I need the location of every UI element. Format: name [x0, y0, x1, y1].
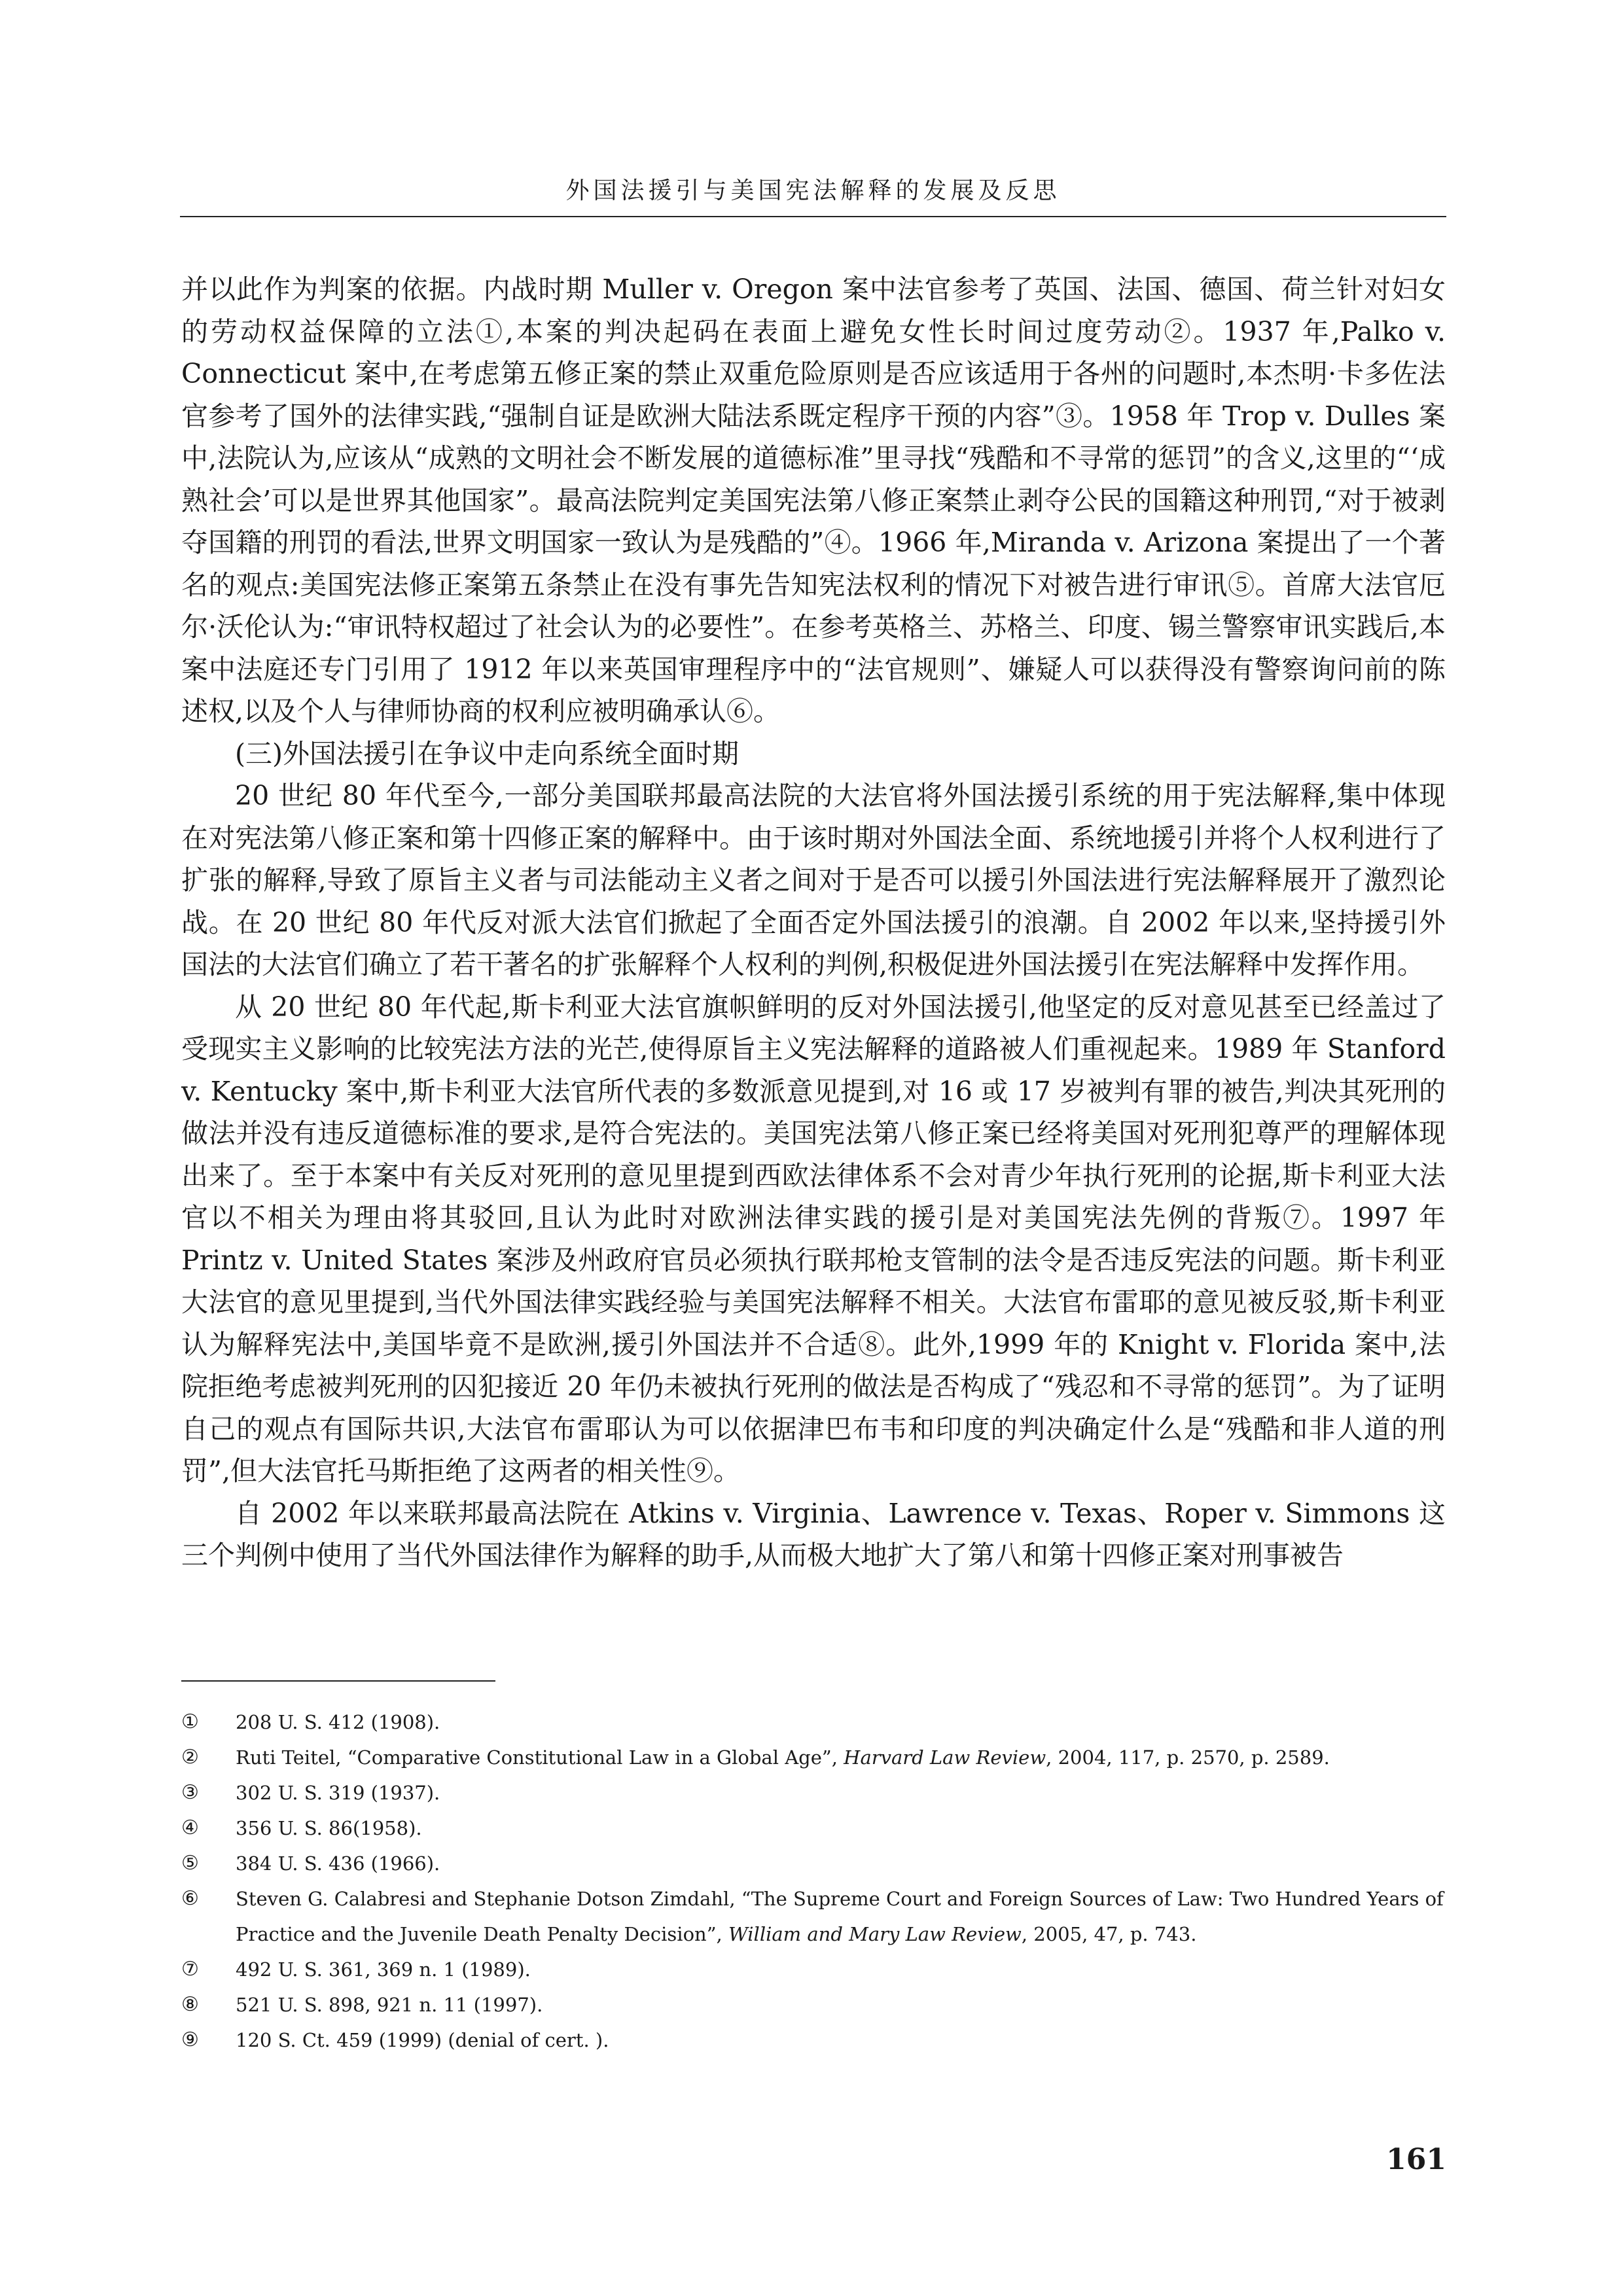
- journal-title: William and Mary Law Review: [728, 1923, 1022, 1945]
- footnote-text: 521 U. S. 898, 921 n. 11 (1997).: [236, 1994, 543, 2016]
- footnote-citation-tail: , 2005, 47, p. 743.: [1021, 1923, 1197, 1945]
- footnote-text: [236, 1740, 1446, 1775]
- paragraph: 并以此作为判案的依据。内战时期 Muller v. Oregon 案中法官参考了英国、法国、德国、荷兰针对妇女的劳动权益保障的立法①,本案的判决起码在表面上避免女性长时间过度劳动②。1937 年,Palko v. Connecticut 案中,在考虑第五修正案的禁止双重危险原则是否应该适用于各州的问题时,本杰明·卡多佐法官参考了国外的法律实践,“强制自证是欧洲大陆法系既定程序干预的内容”③。1958 年 Trop v. Dulles 案中,法院认为,应该从“成熟的文明社会不断发展的道德标准”里寻找“残酷和不寻常的惩罚”的含义,这里的“‘成熟社会’可以是世界其他国家”。最高法院判定美国宪法第八修正案禁止剥夺公民的国籍这种刑罚,“对于被剥夺国籍的刑罚的看法,世界文明国家一致认为是残酷的”④。1966 年,Miranda v. Arizona 案提出了一个著名的观点:美国宪法修正案第五条禁止在没有事先告知宪法权利的情况下对被告进行审讯⑤。首席大法官厄尔·沃伦认为:“审讯特权超过了社会认为的必要性”。在参考英格兰、苏格兰、印度、锡兰警察审讯实践后,本案中法庭还专门引用了 1912 年以来英国审理程序中的“法官规则”、嫌疑人可以获得没有警察询问前的陈述权,以及个人与律师协商的权利应被明确承认⑥。: [181, 274, 1446, 727]
- footnote-text: 120 S. Ct. 459 (1999) (denial of cert. ).: [236, 2029, 609, 2051]
- footnote-mark: ⑦: [181, 1958, 199, 1981]
- header-rule: [180, 216, 1446, 217]
- footnote-mark: ②: [181, 1746, 199, 1769]
- running-header: 外国法援引与美国宪法解释的发展及反思: [565, 177, 1061, 204]
- footnote: [181, 1846, 1446, 1881]
- footnote: [181, 1952, 1446, 1987]
- footnote: [181, 1775, 1446, 1810]
- footnote-citation-tail: , 2004, 117, p. 2570, p. 2589.: [1046, 1746, 1330, 1769]
- paragraph: 从 20 世纪 80 年代起,斯卡利亚大法官旗帜鲜明的反对外国法援引,他坚定的反对意见甚至已经盖过了受现实主义影响的比较宪法方法的光芒,使得原旨主义宪法解释的道路被人们重视起来。1989 年 Stanford v. Kentucky 案中,斯卡利亚大法官所代表的多数派意见提到,对 16 或 17 岁被判有罪的被告,判决其死刑的做法并没有违反道德标准的要求,是符合宪法的。美国宪法第八修正案已经将美国对死刑犯尊严的理解体现出来了。至于本案中有关反对死刑的意见里提到西欧法律体系不会对青少年执行死刑的论据,斯卡利亚大法官以不相关为理由将其驳回,且认为此时对欧洲法律实践的援引是对美国宪法先例的背叛⑦。1997 年 Printz v. United States 案涉及州政府官员必须执行联邦枪支管制的法令是否违反宪法的问题。斯卡利亚大法官的意见里提到,当代外国法律实践经验与美国宪法解释不相关。大法官布雷耶的意见被反驳,斯卡利亚认为解释宪法中,美国毕竟不是欧洲,援引外国法并不合适⑧。此外,1999 年的 Knight v. Florida 案中,法院拒绝考虑被判死刑的囚犯接近 20 年仍未被执行死刑的做法是否构成了“残忍和不寻常的惩罚”。为了证明自己的观点有国际共识,大法官布雷耶认为可以依据津巴布韦和印度的判决确定什么是“残酷和非人道的刑罚”,但大法官托马斯拒绝了这两者的相关性⑨。: [181, 991, 1446, 1487]
- footnote-mark: ⑧: [181, 1993, 199, 2016]
- footnote: [181, 1881, 1446, 1952]
- footnote-rule: [181, 1680, 495, 1682]
- footnote: [181, 1987, 1446, 2022]
- footnote: [181, 1704, 1446, 1740]
- footnote: [181, 1740, 1446, 1775]
- body-text: [181, 268, 1446, 1577]
- footnote-mark: ⑤: [181, 1852, 199, 1875]
- footnote-text: 356 U. S. 86(1958).: [236, 1817, 422, 1839]
- footnote-citation: Steven G. Calabresi and Stephanie Dotson Zimdahl, “The Supreme Court and Foreign Sources of Law: Two Hundred Years of Practice and the Juvenile Death Penalty Decision”,: [236, 1888, 1444, 1945]
- paragraph: 自 2002 年以来联邦最高法院在 Atkins v. Virginia、Lawrence v. Texas、Roper v. Simmons 这三个判例中使用了当代外国法律作为解释的助手,从而极大地扩大了第八和第十四修正案对刑事被告: [181, 1497, 1446, 1571]
- footnote-mark: ⑨: [181, 2028, 199, 2051]
- footnote-mark: ⑥: [181, 1887, 199, 1910]
- footnote-text: 384 U. S. 436 (1966).: [236, 1852, 440, 1875]
- footnote-mark: ④: [181, 1816, 199, 1839]
- footnote: [181, 2022, 1446, 2058]
- footnote: [181, 1810, 1446, 1846]
- paragraph: 20 世纪 80 年代至今,一部分美国联邦最高法院的大法官将外国法援引系统的用于宪法解释,集中体现在对宪法第八修正案和第十四修正案的解释中。由于该时期对外国法全面、系统地援引并将个人权利进行了扩张的解释,导致了原旨主义者与司法能动主义者之间对于是否可以援引外国法进行宪法解释展开了激烈论战。在 20 世纪 80 年代反对派大法官们掀起了全面否定外国法援引的浪潮。自 2002 年以来,坚持援引外国法的大法官们确立了若干著名的扩张解释个人权利的判例,积极促进外国法援引在宪法解释中发挥作用。: [181, 780, 1446, 980]
- footnote-mark: ③: [181, 1781, 199, 1804]
- footnote-text: 302 U. S. 319 (1937).: [236, 1782, 440, 1804]
- journal-title: Harvard Law Review: [844, 1746, 1046, 1769]
- footnote-mark: ①: [181, 1710, 199, 1733]
- footnote-text: 492 U. S. 361, 369 n. 1 (1989).: [236, 1958, 531, 1981]
- footnote-text: 208 U. S. 412 (1908).: [236, 1711, 440, 1733]
- footnote-text: [236, 1881, 1446, 1952]
- footnotes: [181, 1704, 1446, 2058]
- page-number: 161: [1386, 2143, 1446, 2176]
- section-heading: (三)外国法援引在争议中走向系统全面时期: [235, 737, 739, 769]
- footnote-citation: Ruti Teitel, “Comparative Constitutional Law in a Global Age”,: [236, 1746, 844, 1769]
